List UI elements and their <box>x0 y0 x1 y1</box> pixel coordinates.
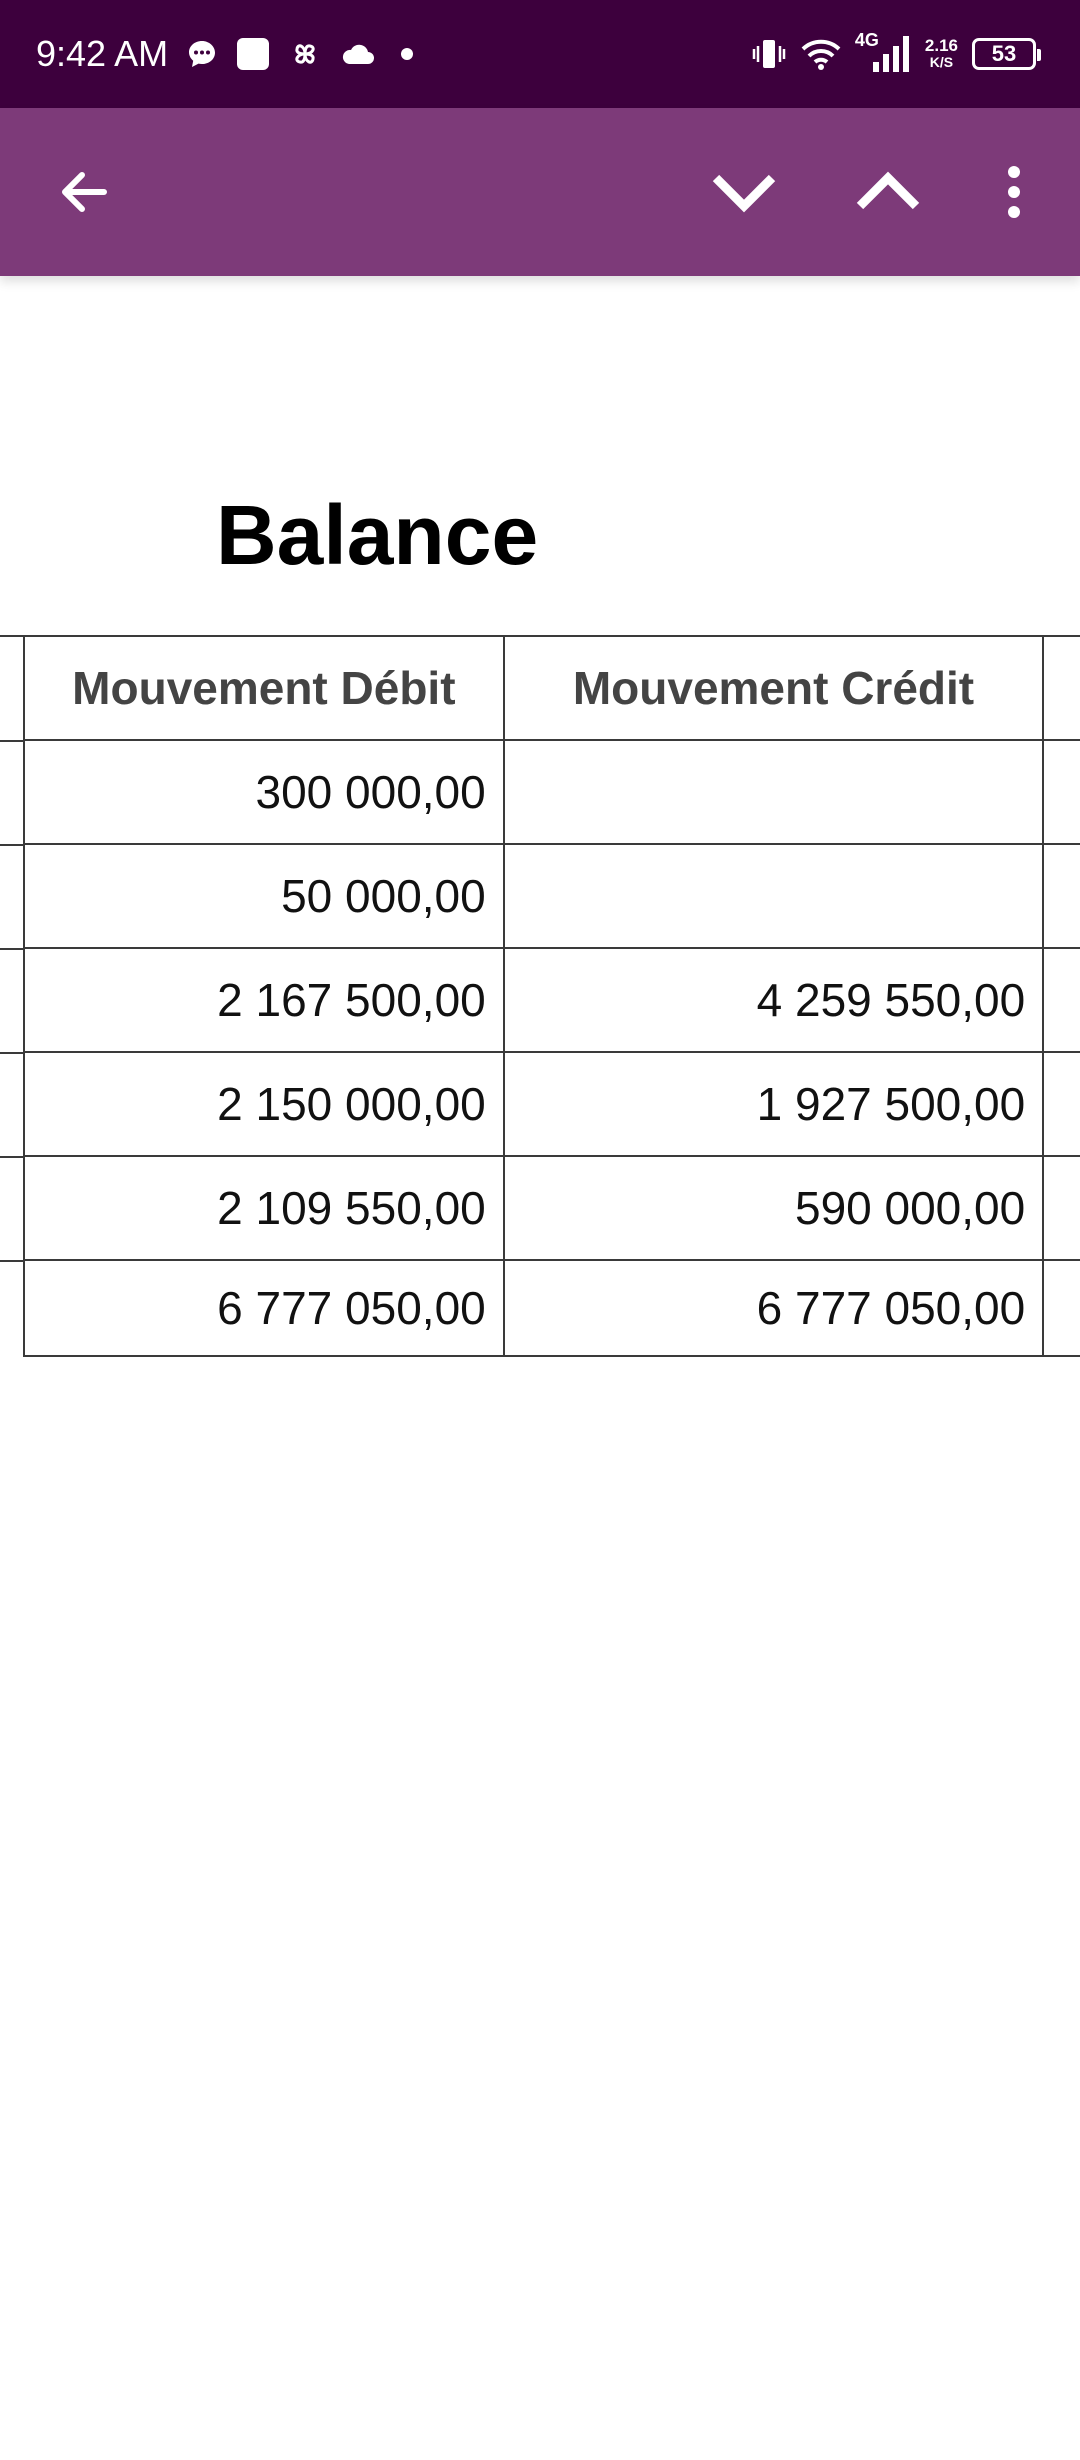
credit-cell: 1 927 500,00 <box>504 1052 1043 1156</box>
next-column-cell <box>1043 1156 1080 1260</box>
speed-value: 2.16 <box>924 36 958 55</box>
vibrate-icon <box>751 36 787 72</box>
balance-table-viewport[interactable] <box>0 635 1080 1357</box>
credit-cell <box>504 844 1043 948</box>
more-options-button[interactable] <box>972 150 1056 234</box>
debit-cell: 2 167 500,00 <box>24 948 504 1052</box>
table-header-row <box>24 636 1080 740</box>
table-row <box>24 948 1080 1052</box>
previous-match-button[interactable] <box>846 150 930 234</box>
credit-total-cell: 6 777 050,00 <box>504 1260 1043 1356</box>
cell-signal <box>854 30 911 74</box>
network-speed <box>925 37 958 71</box>
battery-icon <box>972 38 1036 70</box>
credit-cell <box>504 740 1043 844</box>
speed-unit: K/S <box>929 54 954 70</box>
notification-icons <box>186 34 420 74</box>
table-row <box>24 740 1080 844</box>
table-row <box>24 1156 1080 1260</box>
table-edge-line <box>0 844 23 846</box>
table-total-row <box>24 1260 1080 1356</box>
debit-cell: 50 000,00 <box>24 844 504 948</box>
chevron-up-icon <box>852 156 924 228</box>
header-next-column <box>1043 636 1080 740</box>
header-mouvement-debit: Mouvement Débit <box>24 636 504 740</box>
dot-icon <box>394 41 420 67</box>
next-column-cell <box>1043 740 1080 844</box>
debit-cell: 2 109 550,00 <box>24 1156 504 1260</box>
next-column-cell <box>1043 948 1080 1052</box>
document-title: Balance <box>216 488 539 582</box>
wifi-icon <box>801 37 841 71</box>
pinwheel-icon <box>288 37 322 71</box>
table-edge-line <box>0 1052 23 1054</box>
table-edge-line <box>0 1260 23 1262</box>
credit-cell: 590 000,00 <box>504 1156 1043 1260</box>
header-mouvement-credit: Mouvement Crédit <box>504 636 1043 740</box>
app-bar <box>0 108 1080 276</box>
app-square-icon <box>236 37 270 71</box>
credit-cell: 4 259 550,00 <box>504 948 1043 1052</box>
balance-table <box>23 635 1080 1357</box>
back-button[interactable] <box>42 150 126 234</box>
next-match-button[interactable] <box>702 150 786 234</box>
next-column-cell <box>1043 1260 1080 1356</box>
debit-total-cell: 6 777 050,00 <box>24 1260 504 1356</box>
network-type: 4G <box>854 30 879 50</box>
signal-icon <box>855 34 911 74</box>
message-icon <box>186 38 218 70</box>
next-column-cell <box>1043 1052 1080 1156</box>
back-arrow-icon <box>58 166 110 218</box>
table-edge-line <box>0 1156 23 1158</box>
table-row <box>24 844 1080 948</box>
system-icons <box>751 30 1036 78</box>
status-bar <box>0 0 1080 108</box>
debit-cell: 300 000,00 <box>24 740 504 844</box>
debit-cell: 2 150 000,00 <box>24 1052 504 1156</box>
cloud-icon <box>340 40 376 68</box>
table-edge-line <box>0 948 23 950</box>
next-column-cell <box>1043 844 1080 948</box>
status-time: 9:42 AM <box>36 33 169 74</box>
chevron-down-icon <box>708 156 780 228</box>
table-row <box>24 1052 1080 1156</box>
battery-level: 53 <box>991 41 1017 66</box>
more-vert-icon <box>1002 162 1026 222</box>
table-edge-line <box>0 740 23 742</box>
table-edge-line <box>0 635 23 637</box>
